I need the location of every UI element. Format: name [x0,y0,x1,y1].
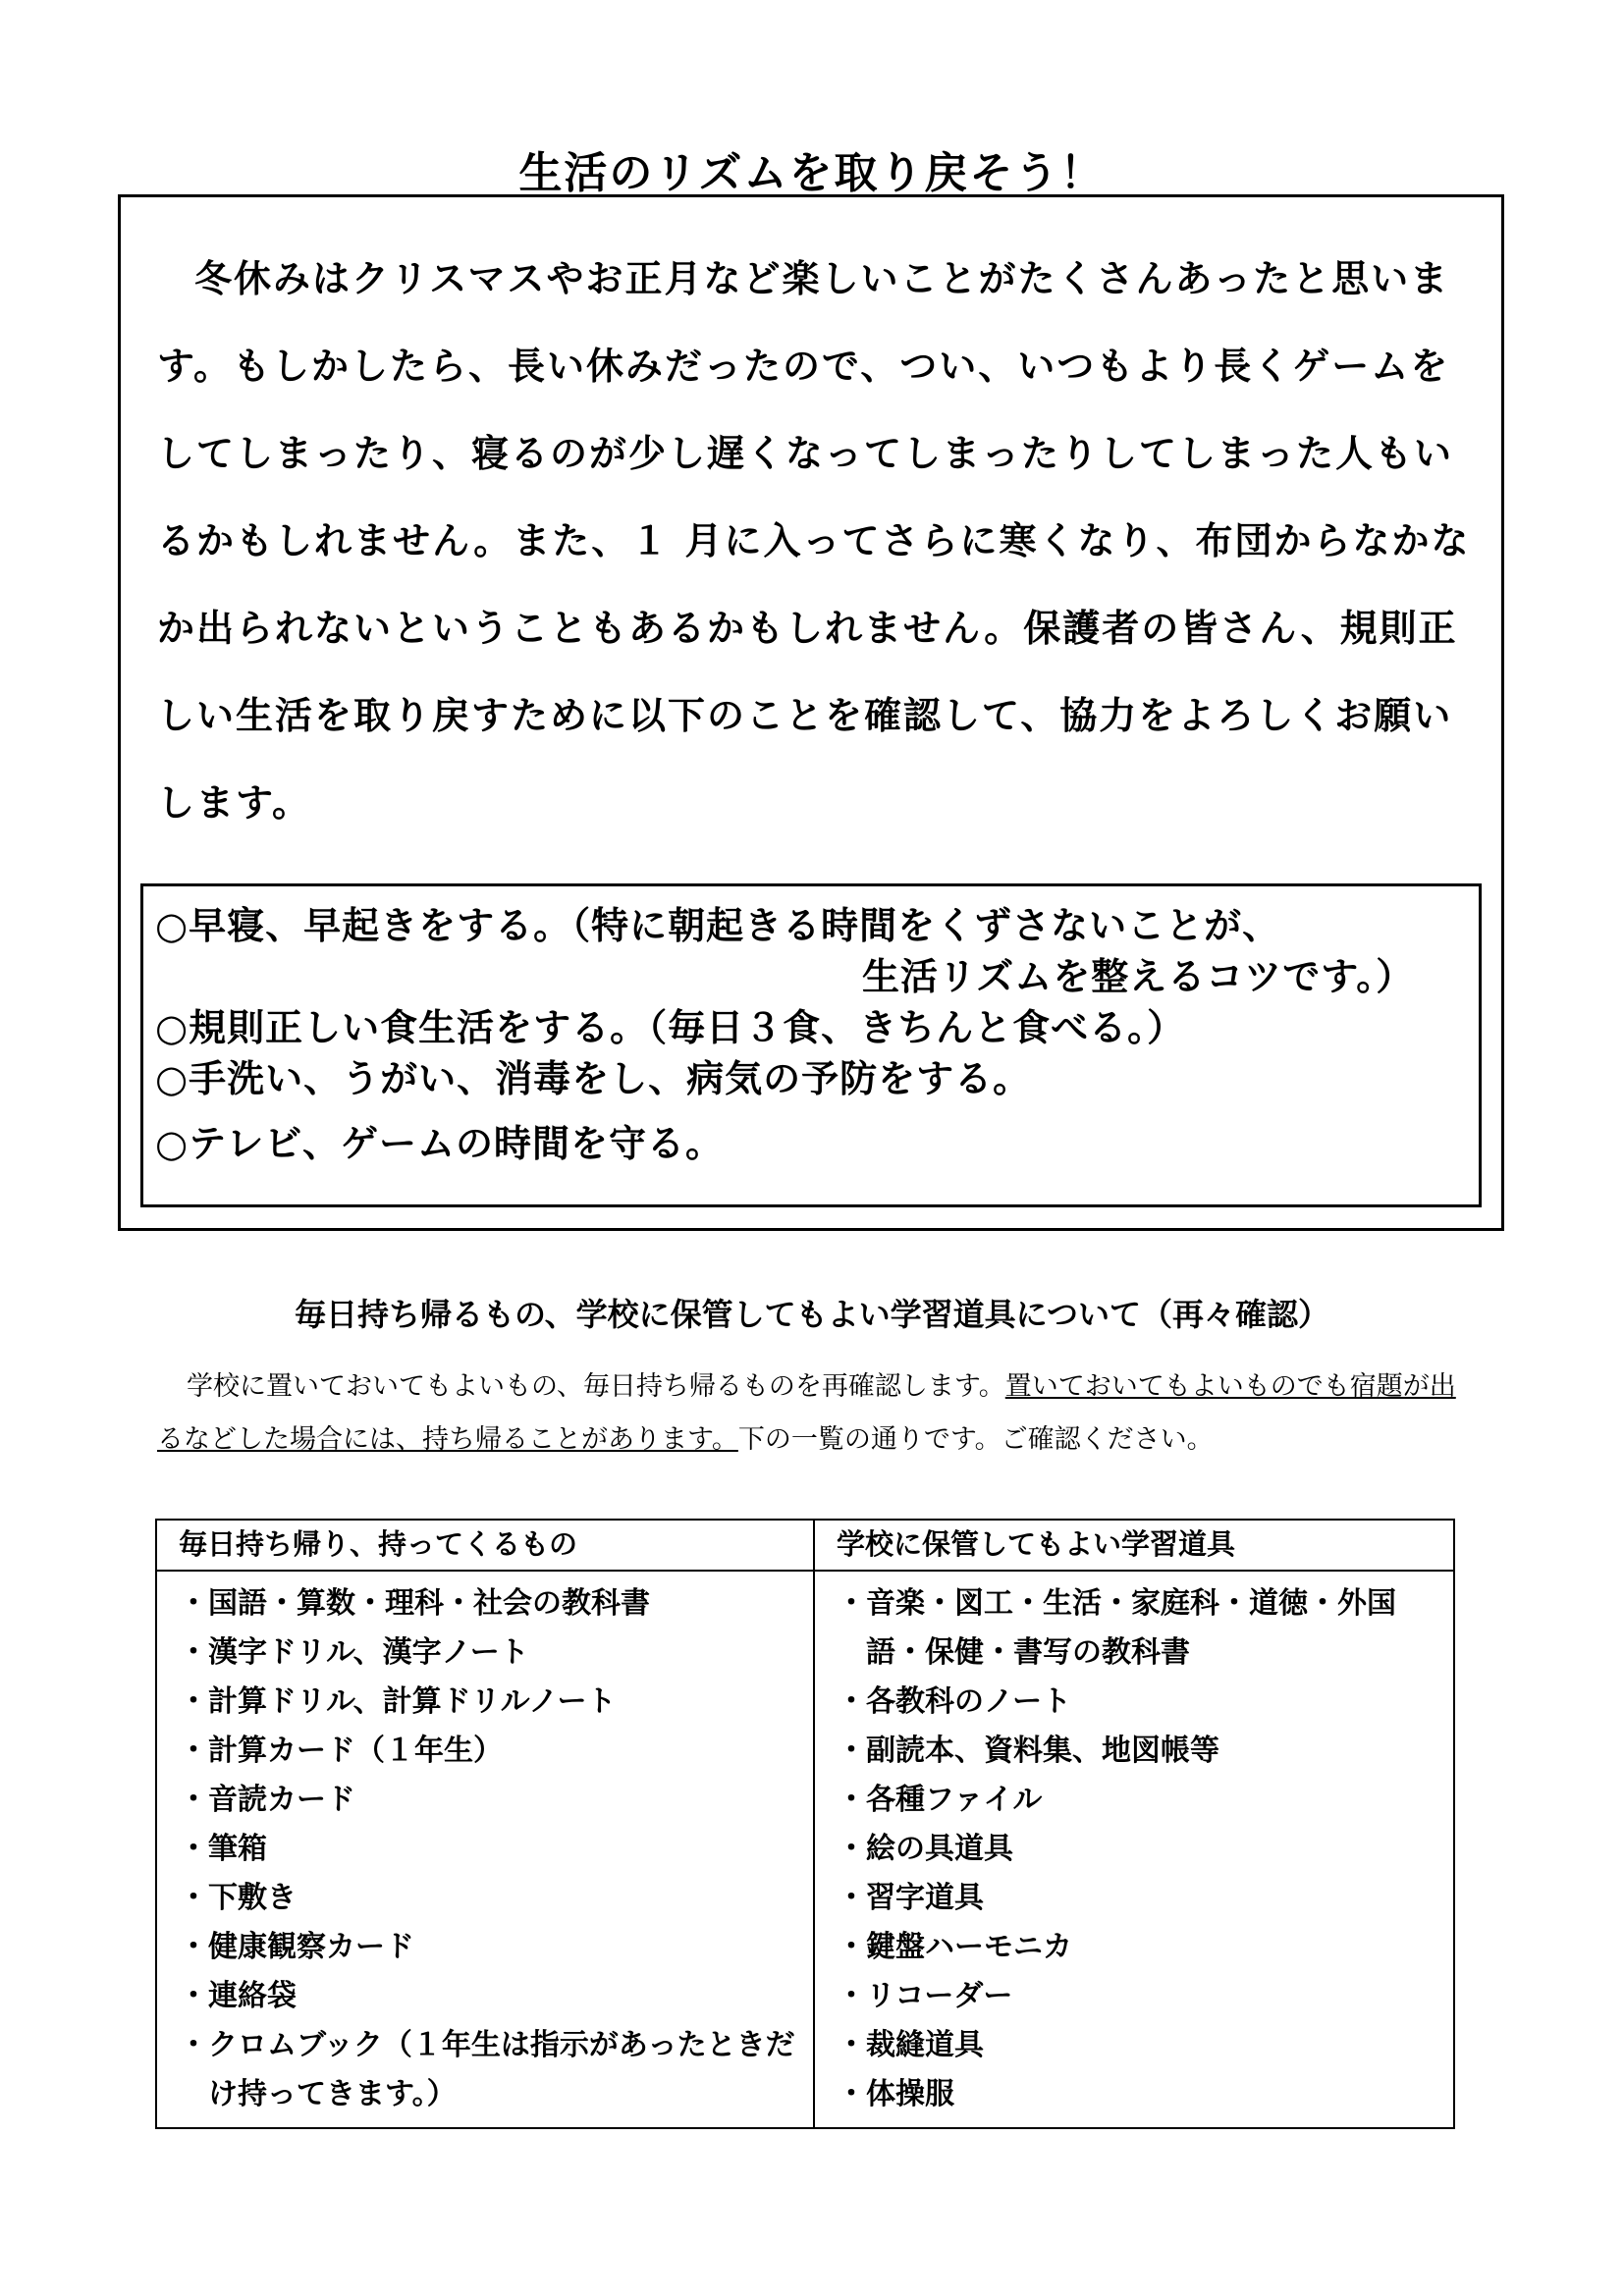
take-home-cell [156,1571,814,2128]
list-item: ・筆箱 [179,1832,267,1866]
list-item: ・鍵盤ハーモニカ [837,1930,1072,1964]
list-item: ・各種ファイル [837,1783,1043,1817]
table-row [156,1571,1454,2128]
list-item: ・習字道具 [837,1881,984,1915]
keep-at-school-cell [814,1571,1454,2128]
rule-item: ○テレビ、ゲームの時間を守る。 [155,1122,725,1165]
list-item: ・連絡袋 [179,1979,297,2013]
rule-item: ○手洗い、うがい、消毒をし、病気の予防をする。 [155,1057,1032,1100]
rules-list [143,886,1479,1169]
keep-at-school-list [837,1579,1453,2119]
list-item: ・下敷き [179,1881,297,1915]
rule-item-continuation: 生活リズムを整えるコツです。） [862,955,1415,998]
notice-text: 下の一覧の通りです。ご確認ください。 [737,1424,1214,1455]
list-item: ・絵の具道具 [837,1832,1013,1866]
rule-item: ○早寝、早起きをする。（特に朝起きる時間をくずさないことが、 [155,904,1281,947]
take-home-list [179,1579,813,2119]
list-item: ・各教科のノート [837,1684,1072,1719]
list-item: ・副読本、資料集、地図帳等 [837,1734,1219,1768]
list-item: ・音読カード [179,1783,355,1817]
table-header-keep-at-school: 学校に保管してもよい学習道具 [814,1520,1454,1571]
notice-paragraph [157,1361,1473,1467]
page-title: 生活のリズムを取り戻そう！ [518,148,1106,198]
table-header-take-home: 毎日持ち帰り、持ってくるもの [156,1520,814,1571]
list-item: ・クロムブック（１年生は指示があったときだけ持ってきます。） [179,2028,795,2111]
items-table [155,1519,1455,2129]
list-item: ・音楽・図工・生活・家庭科・道徳・外国語・保健・書写の教科書 [837,1586,1396,1670]
notice-underlined-text: 置いておいてもよいものでも宿題が出るなどした場合には、持ち帰ることがあります。 [157,1371,1456,1455]
table-header-row [156,1520,1454,1571]
rule-item: ○規則正しい食生活をする。（毎日３食、きちんと食べる。） [155,1006,1186,1049]
list-item: ・計算カード（１年生） [179,1734,503,1768]
list-item: ・国語・算数・理科・社会の教科書 [179,1586,650,1621]
list-item: ・漢字ドリル、漢字ノート [179,1635,529,1670]
list-item: ・リコーダー [837,1979,1013,2013]
list-item: ・健康観察カード [179,1930,414,1964]
rules-box [140,883,1482,1207]
section-title: 毎日持ち帰るもの、学校に保管してもよい学習道具について（再々確認） [294,1296,1330,1333]
list-item: ・裁縫道具 [837,2028,984,2062]
list-item: ・体操服 [837,2077,954,2111]
intro-paragraph: 冬休みはクリスマスやお正月など楽しいことがたくさんあったと思います。もしかしたら、長い休みだったので、つい、いつもより長くゲームをしてしまったり、寝るのが少し遅くなってしまったりしてしまった人もいるかもしれません。また、１ 月に入ってさらに寒くなり、布団からなかなか出られないということもあるかもしれません。保護者の皆さん、規則正しい生活を取り戻すために以下のことを確認して、協力をよろしくお願いします。 [157,257,1471,825]
notice-text: 学校に置いておいてもよいもの、毎日持ち帰るものを再確認します。 [187,1371,1005,1402]
list-item: ・計算ドリル、計算ドリルノート [179,1684,617,1719]
